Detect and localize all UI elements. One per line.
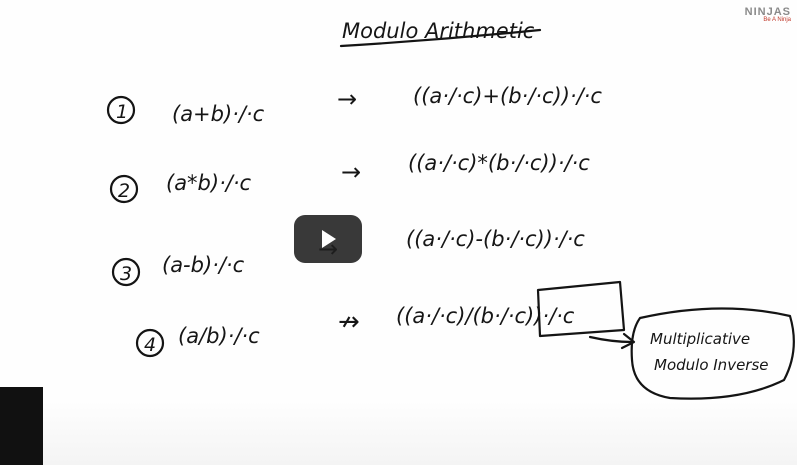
rule-1-lhs: (a+b)·/·c xyxy=(172,102,265,126)
rule-3-number: 3 xyxy=(120,263,133,285)
rule-3-rhs: ((a·/·c)-(b·/·c))·/·c xyxy=(406,227,585,251)
rule-2-number: 2 xyxy=(118,180,131,202)
note-bubble xyxy=(632,308,794,398)
rule-1-number: 1 xyxy=(116,101,129,123)
note-line-2: Modulo Inverse xyxy=(654,356,769,374)
play-icon xyxy=(317,228,339,250)
rule-1-rhs: ((a·/·c)+(b·/·c))·/·c xyxy=(413,84,602,108)
rule-4-lhs: (a/b)·/·c xyxy=(178,324,260,348)
brand-name: NINJAS xyxy=(744,6,791,18)
page-title: Modulo Arithmetic xyxy=(342,19,535,43)
rule-4-rhs: ((a·/·c)/(b·/·c))·/·c xyxy=(396,304,575,328)
bottom-fade xyxy=(43,400,797,465)
brand-logo xyxy=(719,0,791,23)
rule-4-number: 4 xyxy=(144,334,157,356)
rule-2-arrow: → xyxy=(341,158,362,186)
rule-1-arrow: → xyxy=(337,85,358,113)
rule-2-rhs: ((a·/·c)*(b·/·c))·/·c xyxy=(408,151,590,175)
note-line-1: Multiplicative xyxy=(650,330,751,348)
play-button[interactable] xyxy=(294,215,362,263)
rule-4-arrow: ↛ xyxy=(338,307,360,337)
rule-2-lhs: (a*b)·/·c xyxy=(166,171,252,195)
rule-3-lhs: (a-b)·/·c xyxy=(162,253,245,277)
connector-arrow xyxy=(590,337,632,342)
corner-overlay xyxy=(0,387,43,465)
brand-tagline: Be A Ninja xyxy=(763,17,791,23)
